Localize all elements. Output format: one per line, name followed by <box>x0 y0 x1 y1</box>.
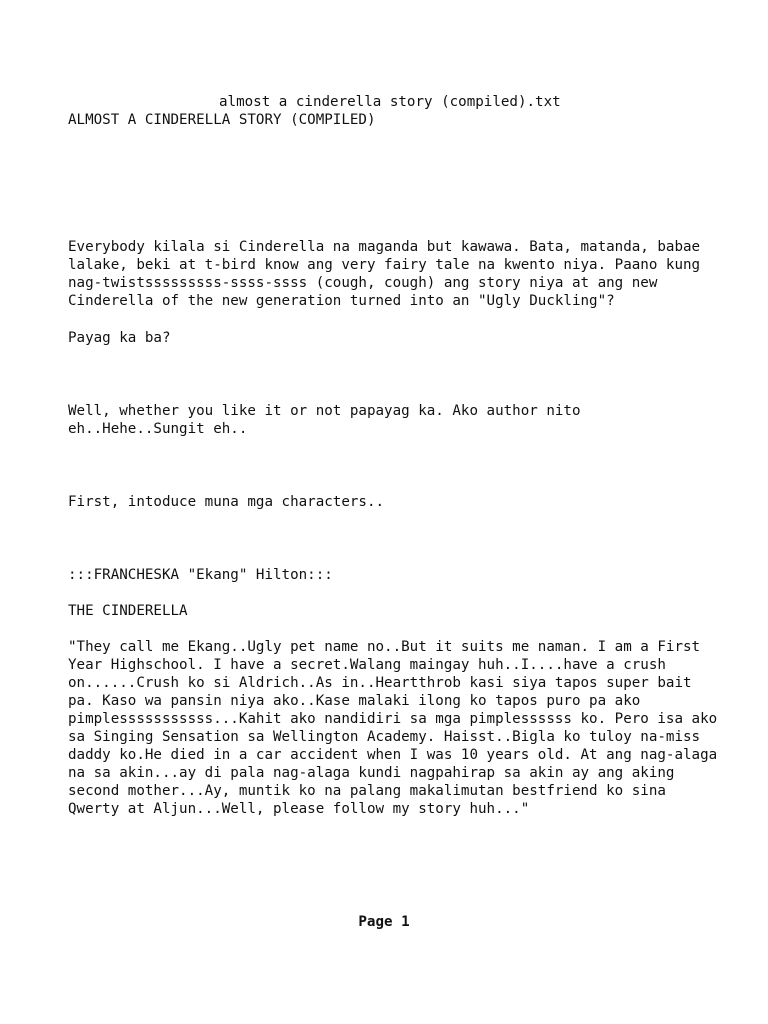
character-description-line: Qwerty at Aljun...Well, please follow my story huh..." <box>68 801 530 817</box>
character-description-line: pa. Kaso wa pansin niya ako..Kase malaki ilong ko tapos puro pa ako <box>68 693 641 709</box>
character-role: THE CINDERELLA <box>68 603 188 619</box>
character-description-line: daddy ko.He died in a car accident when I was 10 years old. At ang nag-alaga <box>68 747 718 763</box>
character-description-line: pimplesssssssssss...Kahit ako nandidiri sa mga pimplessssss ko. Pero isa ako <box>68 711 718 727</box>
file-title: almost a cinderella story (compiled).txt <box>219 94 561 110</box>
intro-line: Cinderella of the new generation turned into an "Ugly Duckling"? <box>68 293 615 309</box>
author-line: eh..Hehe..Sungit eh.. <box>68 421 248 437</box>
author-line: Well, whether you like it or not papayag ka. Ako author nito <box>68 403 581 419</box>
question-line: Payag ka ba? <box>68 330 171 346</box>
character-description-line: "They call me Ekang..Ugly pet name no..But it suits me naman. I am a First <box>68 639 701 655</box>
document-heading: ALMOST A CINDERELLA STORY (COMPILED) <box>68 112 376 128</box>
intro-line: Everybody kilala si Cinderella na maganda but kawawa. Bata, matanda, babae <box>68 239 701 255</box>
character-description-line: Year Highschool. I have a secret.Walang maingay huh..I....have a crush <box>68 657 666 673</box>
intro-line: lalake, beki at t-bird know ang very fairy tale na kwento niya. Paano kung <box>68 257 701 273</box>
intro-line: nag-twistsssssssss-ssss-ssss (cough, cough) ang story niya at ang new <box>68 275 658 291</box>
page-number: Page 1 <box>358 914 410 930</box>
character-description-line: sa Singing Sensation sa Wellington Academy. Haisst..Bigla ko tuloy na-miss <box>68 729 701 745</box>
character-name: :::FRANCHESKA "Ekang" Hilton::: <box>68 567 333 583</box>
character-description-line: second mother...Ay, muntik ko na palang makalimutan bestfriend ko sina <box>68 783 666 799</box>
character-description-line: on......Crush ko si Aldrich..As in..Heartthrob kasi siya tapos super bait <box>68 675 692 691</box>
character-description-line: na sa akin...ay di pala nag-alaga kundi nagpahirap sa akin ay ang aking <box>68 765 675 781</box>
characters-intro: First, intoduce muna mga characters.. <box>68 494 385 510</box>
